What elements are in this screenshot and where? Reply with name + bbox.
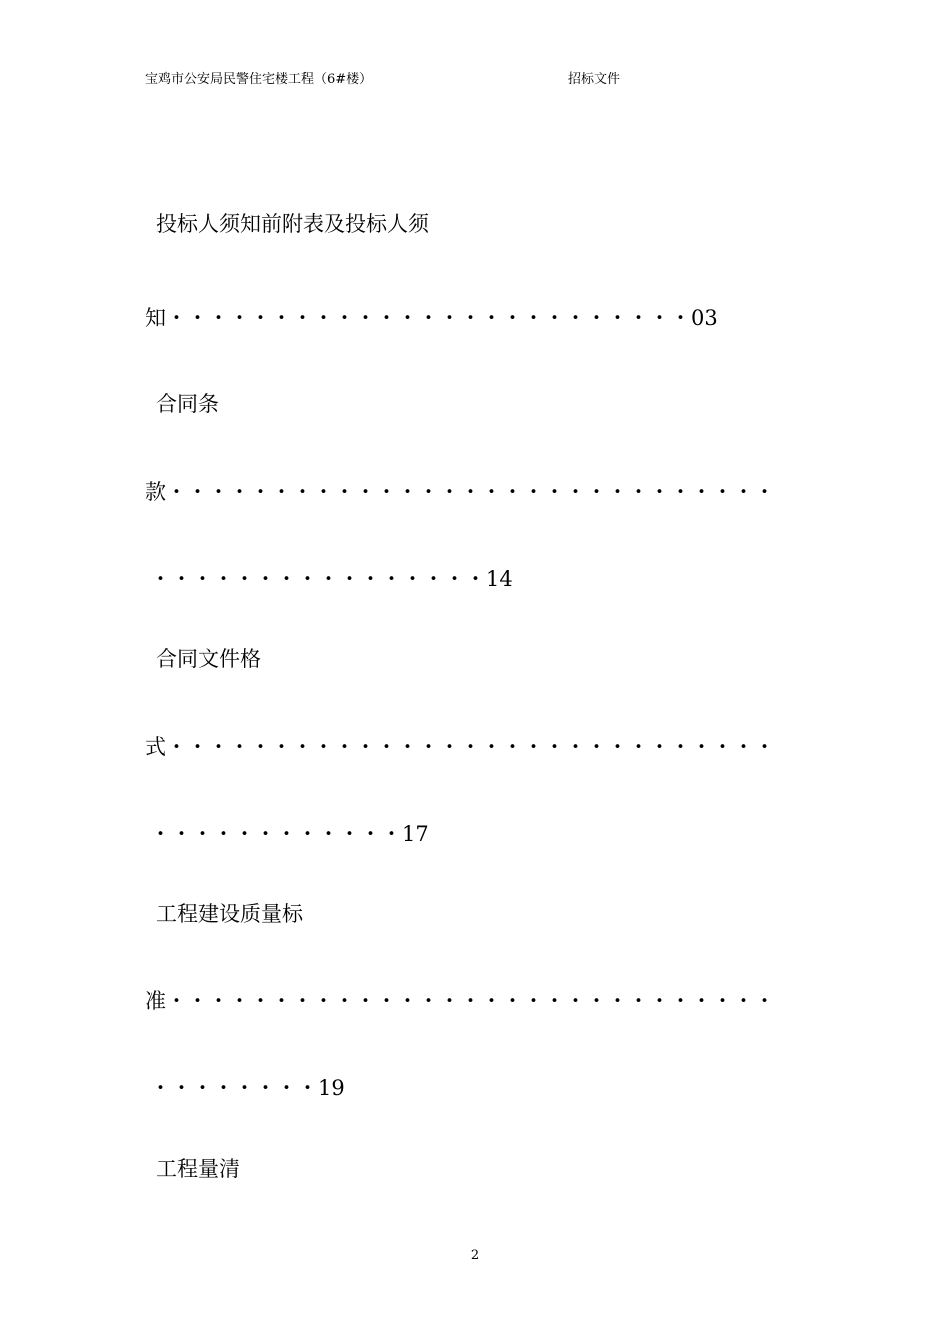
header-project-title: 宝鸡市公安局民警住宅楼工程（6#楼） bbox=[145, 72, 373, 87]
toc-entry-title-contract-terms: 合同条 bbox=[156, 392, 219, 416]
toc-entry-leader-contract-terms: 款・・・・・・・・・・・・・・・・・・・・・・・・・・・・・ bbox=[145, 480, 775, 504]
toc-entry-leader-contract-format-cont: ・・・・・・・・・・・・17 bbox=[150, 822, 429, 846]
toc-entry-title-contract-format: 合同文件格 bbox=[156, 647, 261, 671]
header-doc-type: 招标文件 bbox=[568, 72, 621, 87]
toc-entry-leader-bidder-instructions: 知・・・・・・・・・・・・・・・・・・・・・・・・・03 bbox=[145, 306, 718, 330]
toc-entry-title-bill-of-quantities: 工程量清 bbox=[156, 1157, 240, 1181]
toc-entry-title-bidder-instructions: 投标人须知前附表及投标人须 bbox=[156, 212, 429, 236]
toc-entry-title-quality-standard: 工程建设质量标 bbox=[156, 902, 303, 926]
toc-entry-leader-contract-terms-cont: ・・・・・・・・・・・・・・・・14 bbox=[150, 567, 513, 591]
toc-entry-leader-quality-standard-cont: ・・・・・・・・19 bbox=[150, 1076, 345, 1100]
toc-entry-leader-contract-format: 式・・・・・・・・・・・・・・・・・・・・・・・・・・・・・ bbox=[145, 735, 775, 759]
page-number: 2 bbox=[470, 1248, 480, 1263]
toc-entry-leader-quality-standard: 准・・・・・・・・・・・・・・・・・・・・・・・・・・・・・ bbox=[145, 989, 775, 1013]
